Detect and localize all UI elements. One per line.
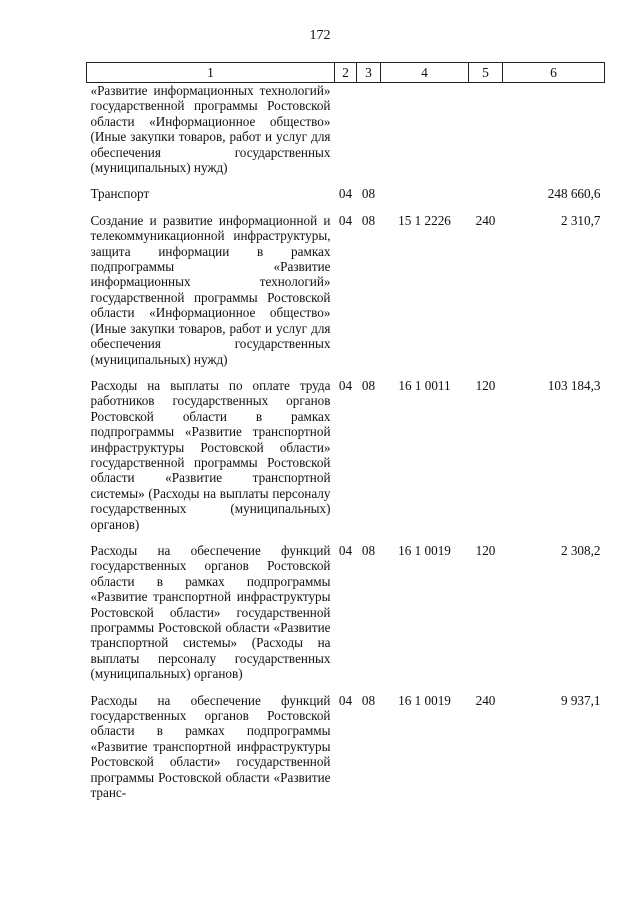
row-target-article: 16 1 0019 — [398, 542, 451, 558]
page-number: 172 — [309, 28, 331, 43]
header-col-5: 5 — [469, 63, 503, 83]
row-subsection: 08 — [361, 692, 376, 708]
row-name: Транспорт — [90, 186, 150, 202]
header-col-2: 2 — [335, 63, 357, 83]
budget-table — [86, 62, 605, 811]
row-expense-type: 240 — [475, 212, 496, 228]
row-target-article: 16 1 0019 — [398, 692, 451, 708]
table-row — [87, 378, 605, 543]
row-amount: 2 308,2 — [560, 542, 601, 558]
row-section — [335, 83, 357, 187]
row-name: Создание и развитие информационной и телекоммуникационной инфраструктуры, защита информации в рамках подпрограммы «Развитие информационных технологий» государственной программы Ростовской области «Информационное общество» (Иные закупки товаров, работ и услуг для обеспечения государственных (муниципальных) нужд) — [90, 212, 331, 367]
row-subsection: 08 — [361, 377, 376, 393]
row-expense-type: 120 — [475, 542, 496, 558]
row-subsection: 08 — [361, 212, 376, 228]
row-subsection: 08 — [361, 542, 376, 558]
row-target-article — [381, 186, 469, 212]
header-col-1: 1 — [87, 63, 335, 83]
row-amount: 248 660,6 — [547, 186, 601, 202]
row-expense-type — [469, 186, 503, 212]
header-col-6: 6 — [503, 63, 605, 83]
row-amount: 103 184,3 — [547, 377, 601, 393]
row-section: 04 — [338, 186, 353, 202]
row-subsection: 08 — [361, 186, 376, 202]
table-row — [87, 83, 605, 187]
row-amount: 9 937,1 — [560, 692, 601, 708]
row-name: Расходы на обеспечение функций государственных органов Ростовской области в рамках подпрограммы «Развитие транспортной инфраструктуры Ростовской области» государственной программы Ростовской области «Развитие транс- — [90, 692, 331, 801]
row-expense-type: 120 — [475, 377, 496, 393]
row-amount — [503, 83, 605, 187]
table-row — [87, 213, 605, 378]
header-row — [87, 63, 605, 83]
row-target-article — [381, 83, 469, 187]
row-expense-type: 240 — [475, 692, 496, 708]
row-name: Расходы на выплаты по оплате труда работников государственных органов Ростовской области в рамках подпрограммы «Развитие транспортной инфраструктуры Ростовской области» государственной программы Ростовской области «Развитие транспортной системы» (Расходы на выплаты персоналу государственных (муниципальных) органов) — [90, 377, 331, 532]
row-target-article: 16 1 0011 — [398, 377, 451, 393]
row-section: 04 — [338, 212, 353, 228]
row-name: «Развитие информационных технологий» государственной программы Ростовской области «Информационное общество» (Иные закупки товаров, работ и услуг для обеспечения государственных (муниципальных) нужд) — [90, 83, 331, 176]
table-row — [87, 543, 605, 693]
row-section: 04 — [338, 692, 353, 708]
row-section: 04 — [338, 377, 353, 393]
row-name: Расходы на обеспечение функций государственных органов Ростовской области в рамках подпрограммы «Развитие транспортной инфраструктуры Ростовской области» государственной программы Ростовской области «Развитие транспортной системы» (Расходы на выплаты персоналу государственных (муниципальных) органов) — [90, 542, 331, 682]
header-col-3: 3 — [357, 63, 381, 83]
table-row — [87, 693, 605, 812]
header-col-4: 4 — [381, 63, 469, 83]
row-amount: 2 310,7 — [560, 212, 601, 228]
row-expense-type — [469, 83, 503, 187]
row-section: 04 — [338, 542, 353, 558]
row-subsection — [357, 83, 381, 187]
row-target-article: 15 1 2226 — [398, 212, 451, 228]
table-row — [87, 186, 605, 212]
